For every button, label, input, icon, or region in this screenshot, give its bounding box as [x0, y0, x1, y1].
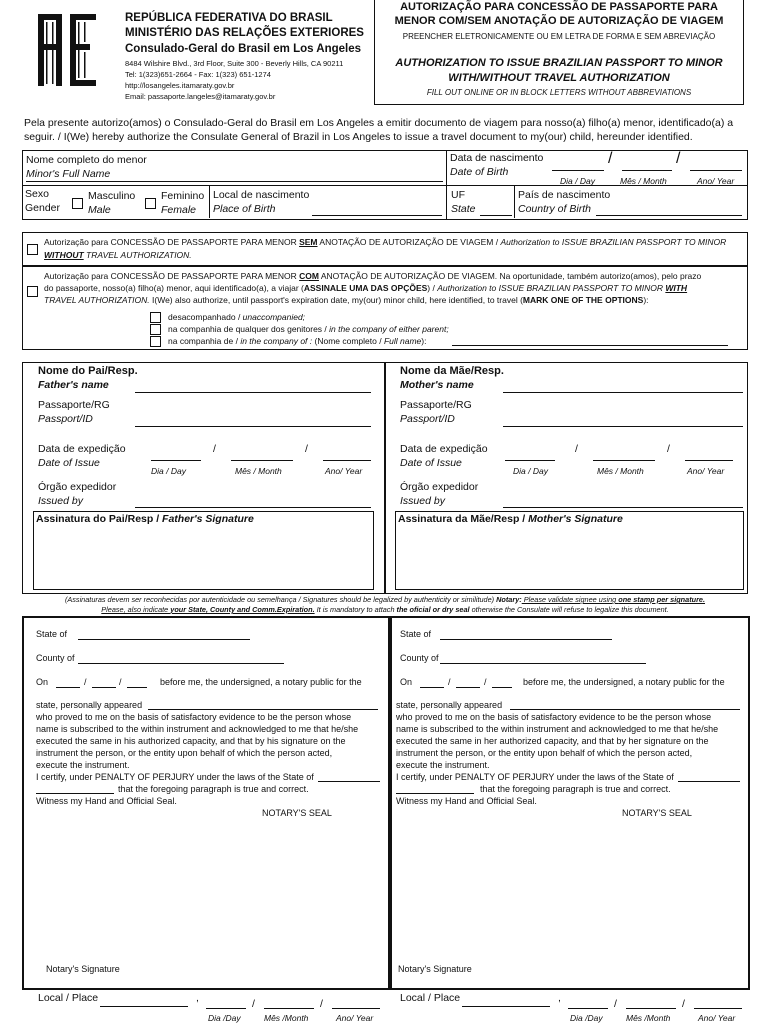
notary-left-county-label: County of — [36, 653, 75, 663]
father-issuer-label: Órgão expedidor — [38, 481, 117, 493]
father-name-label-en: Father's name — [38, 379, 109, 391]
place-left-month-label: Mês /Month — [264, 1013, 309, 1023]
minor-name-label-en: Minor's Full Name — [26, 168, 111, 180]
notary-right-p2: who proved to me on the basis of satisfactory evidence to be the person whose — [396, 712, 712, 722]
notary-left-p7: I certify, under PENALTY OF PERJURY under the laws of the State of — [36, 772, 314, 782]
notary-right-state-of-field[interactable] — [678, 781, 740, 782]
company-of-field[interactable] — [452, 345, 728, 346]
minor-name-label: Nome completo do menor — [26, 154, 147, 166]
notary-right-p4: executed the same in her authorized capacity, and that by her signature on the — [396, 736, 709, 746]
notary-left-state-of-field[interactable] — [318, 781, 380, 782]
notary-left-p6: execute the instrument. — [36, 760, 130, 770]
father-passport-label: Passaporte/RG — [38, 399, 110, 411]
place-right-day-label: Dia /Day — [570, 1013, 603, 1023]
notary-right-on-year[interactable] — [492, 687, 512, 688]
female-checkbox[interactable] — [145, 198, 156, 209]
mother-signature-box[interactable] — [395, 511, 744, 590]
either-parent-label: na companhia de qualquer dos genitores / in the company of either parent; — [168, 324, 449, 334]
notary-right-on-month[interactable] — [456, 687, 480, 688]
option-with-checkbox[interactable] — [27, 286, 38, 297]
place-left-field[interactable] — [100, 1006, 188, 1007]
minor-dob-slash2: / — [676, 150, 681, 167]
mother-month-label: Mês / Month — [597, 466, 644, 476]
notary-left-state-label: State of — [36, 629, 68, 639]
option-without-checkbox[interactable] — [27, 244, 38, 255]
notary-right-slash1: / — [448, 677, 451, 687]
place-right-label: Local / Place — [400, 992, 461, 1004]
legalization-note-2: Please, also indicate your State, County and Comm.Expiration. It is mandatory to attach the oficial or dry seal otherwise the Consulate will refuse to legalize this document. — [101, 605, 669, 614]
pob-label-en: Place of Birth — [213, 203, 276, 215]
minor-dob-slash1: / — [608, 150, 613, 167]
company-of-checkbox[interactable] — [150, 336, 161, 347]
pob-label: Local de nascimento — [213, 189, 310, 201]
male-checkbox[interactable] — [72, 198, 83, 209]
mother-issuer-label: Órgão expedidor — [400, 481, 479, 493]
title-pt-line1: AUTORIZAÇÃO PARA CONCESSÃO DE PASSAPORTE PARA — [400, 1, 718, 13]
mother-issue-slash2: / — [667, 443, 670, 455]
option-with-text-3: TRAVEL AUTHORIZATION. I(We) also authorize, until passport's expiration date, my(our) minor child, here identified, to travel (MARK ONE OF THE OPTIONS): — [44, 295, 649, 305]
unaccompanied-label: desacompanhado / unaccompanied; — [168, 312, 306, 322]
company-of-label: na companhia de / in the company of : (Nome completo / Full name): — [168, 336, 427, 346]
minor-vdivider-2 — [209, 186, 210, 218]
minor-dob-year[interactable] — [690, 170, 742, 171]
father-day-label: Dia / Day — [151, 466, 186, 476]
mother-passport-label: Passaporte/RG — [400, 399, 472, 411]
place-right-year[interactable] — [694, 1008, 742, 1009]
header-consulate: Consulado-Geral do Brasil em Los Angeles — [125, 43, 362, 55]
notary-right-before: before me, the undersigned, a notary public for the — [523, 677, 725, 687]
minor-sex-label: Sexo — [25, 188, 49, 200]
intro-line2: seguir. / I(We) hereby authorize the Consulate General of Brazil in Los Angeles to issue a travel document to my(our) child, hereunder identified. — [24, 131, 693, 143]
notary-left-p8: that the foregoing paragraph is true and correct. — [118, 784, 309, 794]
minor-dob-month[interactable] — [622, 170, 672, 171]
notary-right-state-field[interactable] — [440, 639, 612, 640]
notary-right-on-day[interactable] — [420, 687, 444, 688]
father-issue-slash2: / — [305, 443, 308, 455]
minor-dob-year-label: Ano/ Year — [697, 176, 735, 186]
notary-left-county-field[interactable] — [78, 663, 284, 664]
notary-left-p5: instrument the person, or the entity upon behalf of which the person acted, — [36, 748, 333, 758]
uf-label-en: State — [451, 203, 476, 215]
pob-field[interactable] — [312, 215, 442, 216]
mother-day-label: Dia / Day — [513, 466, 548, 476]
header-address: 8484 Wilshire Blvd., 3rd Floor, Suite 300 - Beverly Hills, CA 90211 — [125, 59, 344, 68]
mother-issue-label-en: Date of Issue — [400, 457, 462, 469]
father-year-label: Ano/ Year — [325, 466, 363, 476]
place-left-slash1: / — [252, 998, 255, 1010]
father-issue-month[interactable] — [231, 460, 293, 461]
notary-right-state-of-field-2[interactable] — [396, 793, 474, 794]
place-left-comma: , — [196, 992, 199, 1004]
notary-right-p9: Witness my Hand and Official Seal. — [396, 796, 537, 806]
title-box — [374, 0, 744, 105]
father-signature-box[interactable] — [33, 511, 374, 590]
notary-left-on-month[interactable] — [92, 687, 116, 688]
place-right-year-label: Ano/ Year — [698, 1013, 736, 1023]
notary-right-county-field[interactable] — [440, 663, 646, 664]
father-issue-label: Data de expedição — [38, 443, 126, 455]
notary-left-before: before me, the undersigned, a notary public for the — [160, 677, 362, 687]
intro-line1: Pela presente autorizo(amos) o Consulado-Geral do Brasil em Los Angeles a emitir documento de viagem para nosso(a) filho(a) menor, identificado(a) a — [24, 117, 734, 129]
notary-left-p1: state, personally appeared — [36, 700, 143, 710]
mother-issuer-label-en: Issued by — [400, 495, 445, 507]
header-website[interactable]: http://losangeles.itamaraty.gov.br — [125, 81, 235, 90]
place-left-day-label: Dia /Day — [208, 1013, 241, 1023]
title-en-line2: WITH/WITHOUT TRAVEL AUTHORIZATION — [448, 72, 670, 84]
place-right-month[interactable] — [626, 1008, 676, 1009]
option-with-text-2: do passaporte, nosso(a) filho(a) menor, aqui identificado(a), a viajar (ASSINALE UMA DAS OPÇÕES) / Authorization to ISSUE BRAZILIAN PASSPORT TO MINOR WITH — [44, 283, 688, 293]
father-passport-label-en: Passport/ID — [38, 413, 93, 425]
mother-issue-month[interactable] — [593, 460, 655, 461]
country-field[interactable] — [596, 215, 742, 216]
place-left-month[interactable] — [264, 1008, 314, 1009]
mother-passport-label-en: Passport/ID — [400, 413, 455, 425]
mother-issuer-field[interactable] — [503, 507, 743, 508]
place-left-year[interactable] — [332, 1008, 380, 1009]
notary-right-p7: I certify, under PENALTY OF PERJURY under the laws of the State of — [396, 772, 674, 782]
notary-right-p5: instrument the person, or the entity upon behalf of which the person acted, — [396, 748, 693, 758]
uf-label: UF — [451, 189, 465, 201]
mother-signature-label: Assinatura da Mãe/Resp / Mother's Signature — [398, 513, 623, 525]
notary-left-signature-label: Notary's Signature — [46, 964, 120, 974]
notary-left-p3: name is subscribed to the within instrument and acknowledged to me that he/she — [36, 724, 359, 734]
mother-name-label: Nome da Mãe/Resp. — [400, 365, 504, 377]
place-right-field[interactable] — [462, 1006, 550, 1007]
header-ministry: MINISTÉRIO DAS RELAÇÕES EXTERIORES — [125, 27, 364, 39]
minor-dob-day-label: Dia / Day — [560, 176, 595, 186]
title-pt-instruction: PREENCHER ELETRONICAMENTE OU EM LETRA DE FORMA E SEM ABREVIAÇÃO — [402, 32, 716, 41]
notary-left-p2: who proved to me on the basis of satisfactory evidence to be the person whose — [36, 712, 352, 722]
minor-dob-label-en: Date of Birth — [450, 166, 509, 178]
place-right-month-label: Mês /Month — [626, 1013, 671, 1023]
notary-left-seal-label: NOTARY'S SEAL — [262, 808, 332, 818]
notary-left-slash2: / — [119, 677, 122, 687]
country-label-en: Country of Birth — [518, 203, 591, 215]
minor-vdivider-1 — [446, 150, 447, 220]
place-left-slash2: / — [320, 998, 323, 1010]
male-label: Masculino — [88, 190, 136, 202]
header-email[interactable]: Email: passaporte.langeles@itamaraty.gov.br — [125, 92, 276, 101]
notary-right-p3: name is subscribed to the within instrument and acknowledged to me that he/she — [396, 724, 719, 734]
option-with-text-1: Autorização para CONCESSÃO DE PASSAPORTE PARA MENOR COM ANOTAÇÃO DE AUTORIZAÇÃO DE VIAGEM. Na oportunidade, também autorizo(amos), pelo prazo — [44, 271, 702, 281]
mother-name-label-en: Mother's name — [400, 379, 474, 391]
title-en-line1: AUTHORIZATION TO ISSUE BRAZILIAN PASSPORT TO MINOR — [395, 57, 723, 69]
uf-field[interactable] — [480, 215, 512, 216]
notary-right-p8: that the foregoing paragraph is true and correct. — [480, 784, 671, 794]
father-signature-label: Assinatura do Pai/Resp / Father's Signature — [36, 513, 254, 525]
notary-left-slash1: / — [84, 677, 87, 687]
father-name-field[interactable] — [135, 392, 371, 393]
father-issuer-field[interactable] — [135, 507, 371, 508]
title-pt-line2: MENOR COM/SEM ANOTAÇÃO DE AUTORIZAÇÃO DE VIAGEM — [394, 15, 724, 27]
mother-issue-year[interactable] — [685, 460, 733, 461]
father-issue-label-en: Date of Issue — [38, 457, 100, 469]
father-passport-field[interactable] — [135, 426, 371, 427]
father-name-label: Nome do Pai/Resp. — [38, 365, 138, 377]
place-left-year-label: Ano/ Year — [336, 1013, 374, 1023]
notary-left-on-label: On — [36, 677, 49, 687]
logo — [36, 10, 98, 88]
notary-right-appeared-field[interactable] — [510, 709, 740, 710]
minor-dob-month-label: Mês / Month — [620, 176, 667, 186]
title-en-instruction: FILL OUT ONLINE OR IN BLOCK LETTERS WITHOUT ABBREVIATIONS — [426, 88, 692, 97]
father-issue-day[interactable] — [151, 460, 201, 461]
mother-issue-label: Data de expedição — [400, 443, 488, 455]
female-label: Feminino — [161, 190, 205, 202]
father-issue-slash1: / — [213, 443, 216, 455]
notary-right-seal-label: NOTARY'S SEAL — [622, 808, 692, 818]
header-phone: Tel: 1(323)651-2664 - Fax: 1(323) 651-1274 — [125, 70, 271, 79]
option-without-text: Autorização para CONCESSÃO DE PASSAPORTE PARA MENOR SEM ANOTAÇÃO DE AUTORIZAÇÃO DE VIAGEM / Authorization to ISSUE BRAZILIAN PASSPORT TO MINOR — [44, 237, 727, 247]
mother-year-label: Ano/ Year — [687, 466, 725, 476]
mother-passport-field[interactable] — [503, 426, 743, 427]
country-label: País de nascimento — [518, 189, 611, 201]
notary-left-p9: Witness my Hand and Official Seal. — [36, 796, 177, 806]
minor-sex-label-en: Gender — [25, 202, 61, 214]
place-left-label: Local / Place — [38, 992, 99, 1004]
either-parent-checkbox[interactable] — [150, 324, 161, 335]
male-label-en: Male — [88, 204, 111, 216]
option-without-text-2: WITHOUT TRAVEL AUTHORIZATION. — [44, 250, 192, 260]
notary-right-state-label: State of — [400, 629, 432, 639]
place-right-slash2: / — [682, 998, 685, 1010]
place-right-day[interactable] — [568, 1008, 608, 1009]
minor-dob-day[interactable] — [552, 170, 604, 171]
place-right-slash1: / — [614, 998, 617, 1010]
header-country: REPÚBLICA FEDERATIVA DO BRASIL — [125, 12, 333, 24]
notary-right-p6: execute the instrument. — [396, 760, 490, 770]
notary-left-appeared-field[interactable] — [148, 709, 378, 710]
notary-right-slash2: / — [484, 677, 487, 687]
mother-name-field[interactable] — [503, 392, 743, 393]
notary-left-state-field[interactable] — [78, 639, 250, 640]
notary-right-signature-label: Notary's Signature — [398, 964, 472, 974]
notary-left-on-year[interactable] — [127, 687, 147, 688]
unaccompanied-checkbox[interactable] — [150, 312, 161, 323]
notary-left-on-day[interactable] — [56, 687, 80, 688]
notary-left-p4: executed the same in his authorized capacity, and that by his signature on the — [36, 736, 346, 746]
place-left-day[interactable] — [206, 1008, 246, 1009]
female-label-en: Female — [161, 204, 197, 216]
father-issue-year[interactable] — [323, 460, 371, 461]
minor-dob-label: Data de nascimento — [450, 152, 544, 164]
notary-left-state-of-field-2[interactable] — [36, 793, 114, 794]
notary-right-county-label: County of — [400, 653, 439, 663]
father-month-label: Mês / Month — [235, 466, 282, 476]
minor-vdivider-3 — [514, 186, 515, 218]
legalization-note-1: (Assinaturas devem ser reconhecidas por autenticidade ou semelhança / Signatures should be legalized by authenticity or similitude) Notary: Please validate signee using one stamp per signature. — [64, 595, 706, 604]
minor-name-field[interactable] — [26, 181, 443, 182]
notary-right-p1: state, personally appeared — [396, 700, 503, 710]
place-right-comma: , — [558, 992, 561, 1004]
notary-right-on-label: On — [400, 677, 413, 687]
mother-issue-slash1: / — [575, 443, 578, 455]
mother-issue-day[interactable] — [505, 460, 555, 461]
father-issuer-label-en: Issued by — [38, 495, 83, 507]
